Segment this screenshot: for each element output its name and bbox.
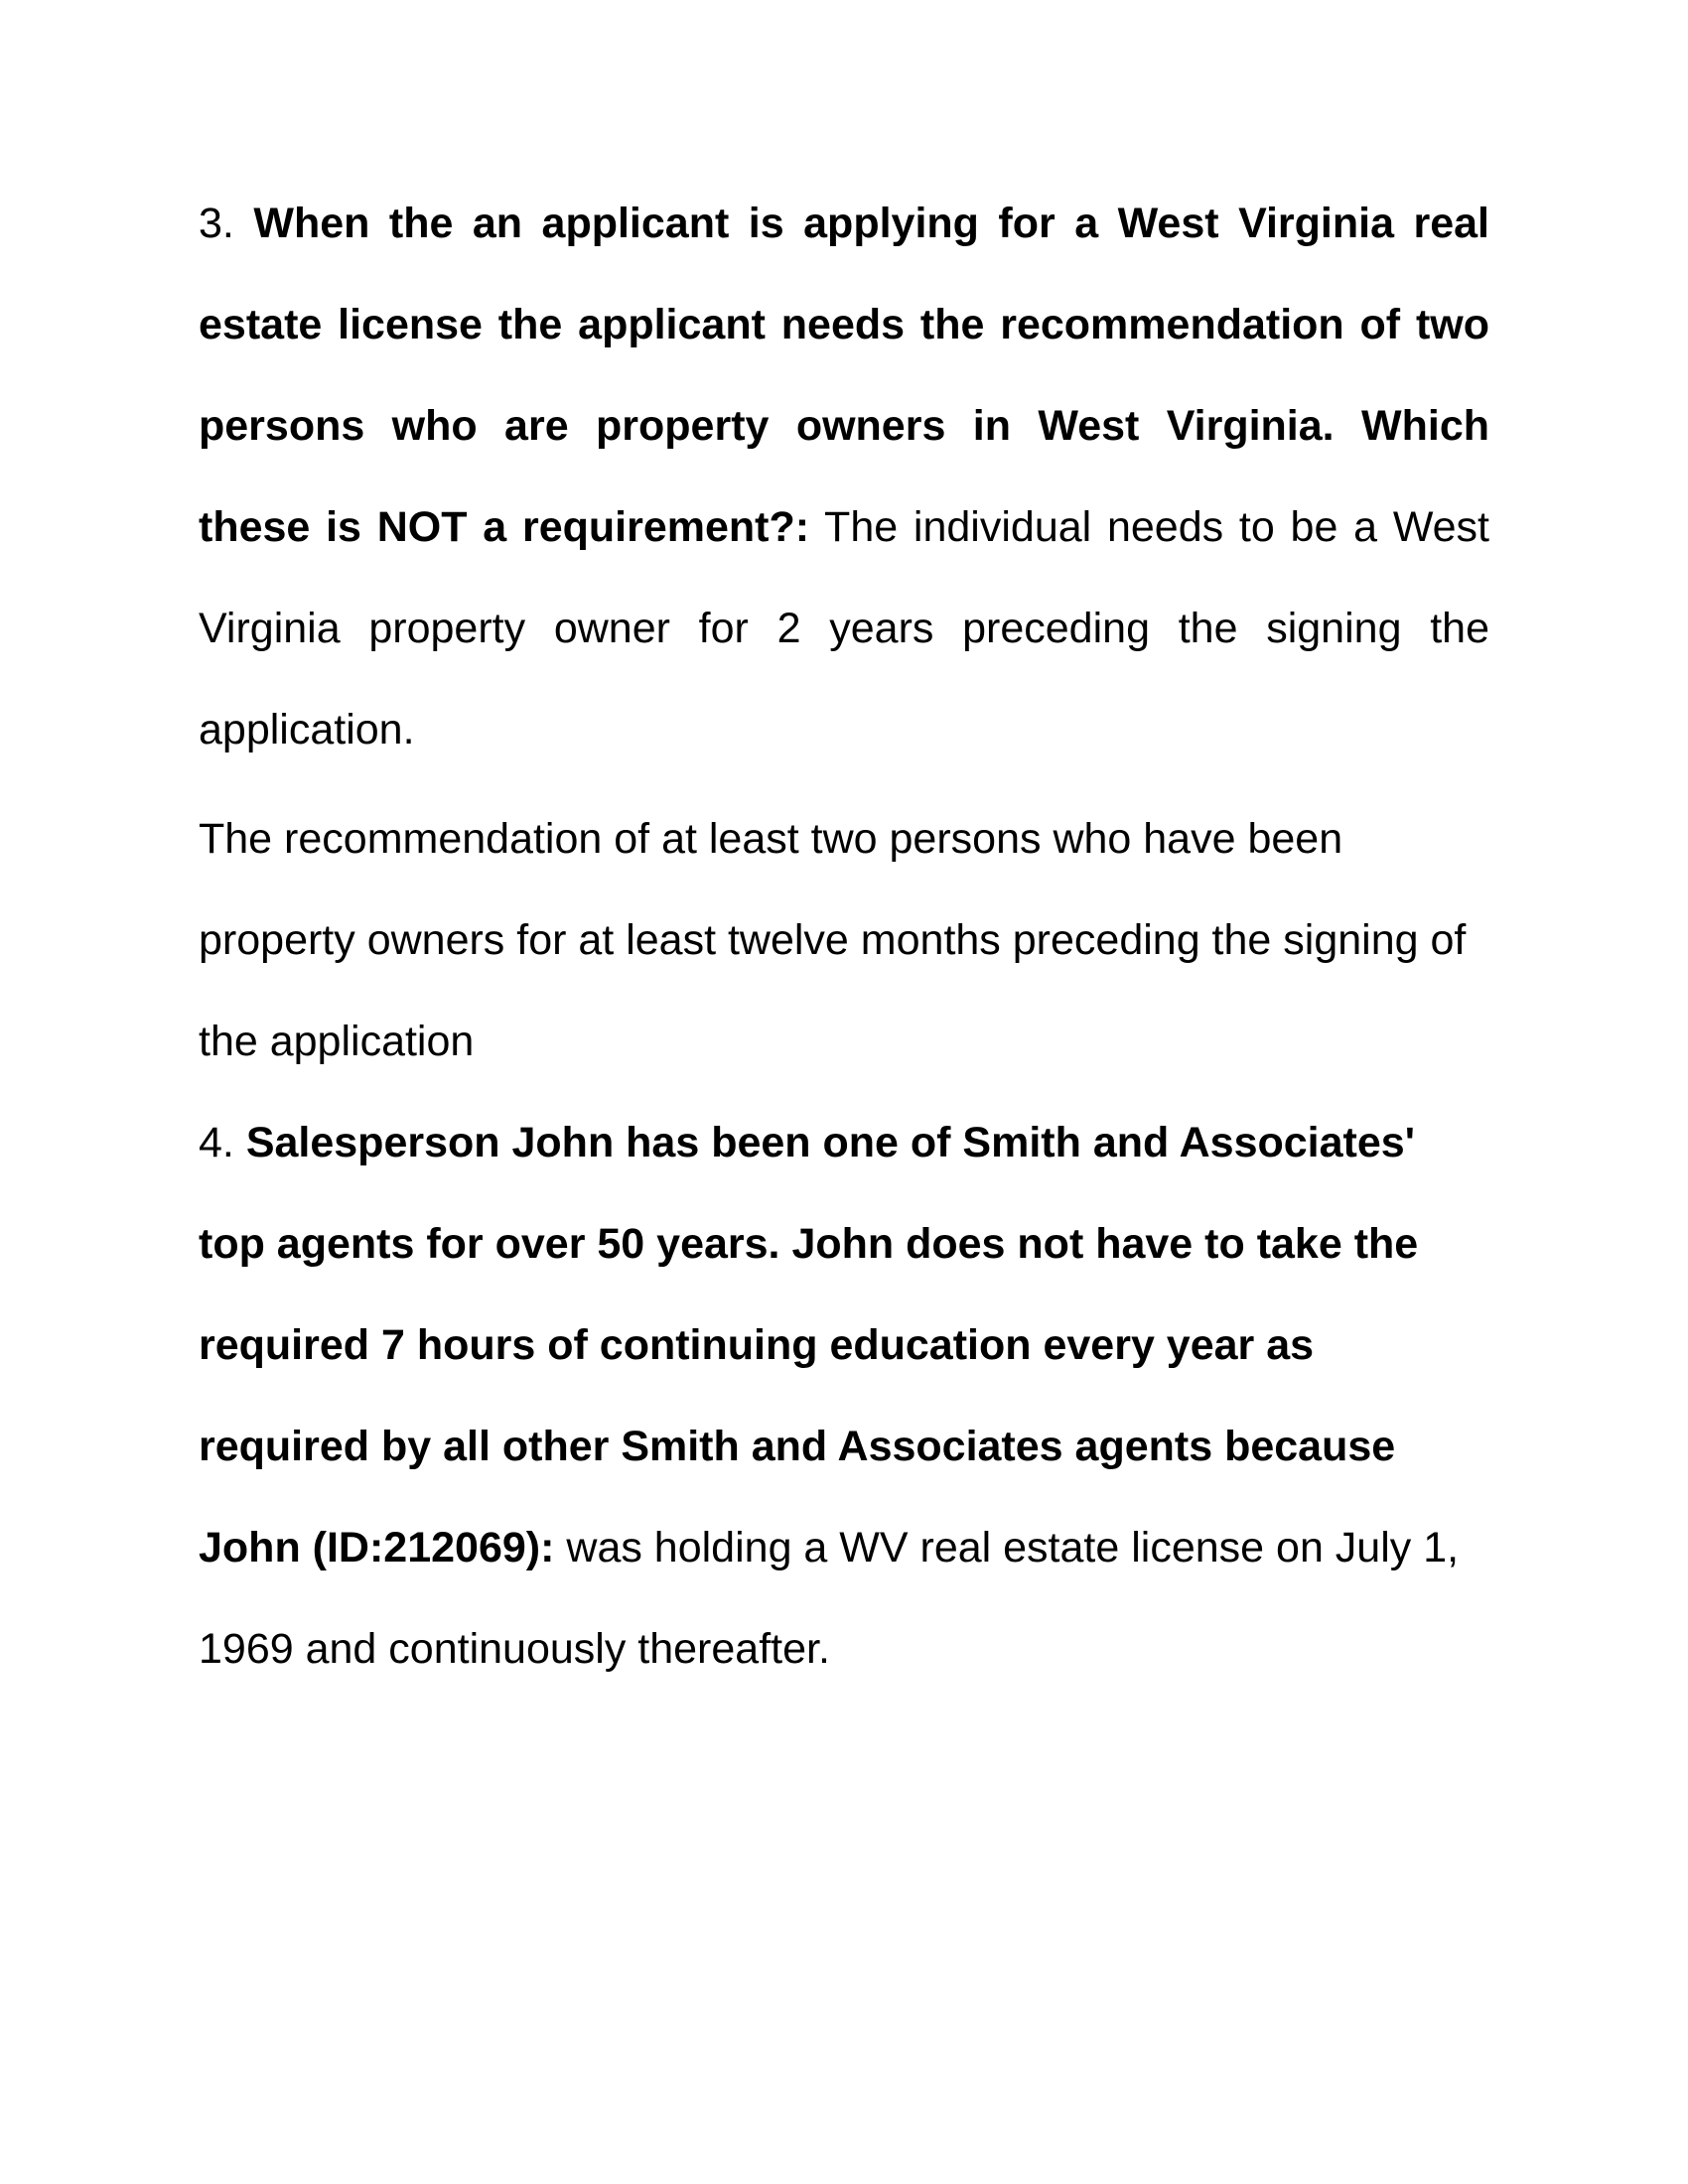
question-4-answer: was holding a WV real estate license on July 1, 1969 and continuously thereafter. — [199, 1524, 1460, 1673]
question-4 — [199, 1092, 1489, 1700]
question-3-note: The recommendation of at least two persons who have been property owners for at least twelve months preceding the signing of the application — [199, 815, 1467, 1065]
document-page — [199, 0, 1489, 2184]
question-3 — [199, 173, 1489, 780]
question-4-number: 4. — [199, 1119, 246, 1166]
question-3-text: When the an applicant is applying for a West Virginia real estate license the applicant needs the recommendation of two persons who are property owners in West Virginia. Which these is NOT a requirement?: — [199, 200, 1489, 551]
question-3-number: 3. — [199, 200, 254, 247]
question-4-text: Salesperson John has been one of Smith and Associates' top agents for over 50 years. John does not have to take the required 7 hours of continuing education every year as required by all other Smith and Associates agents because John (ID:212069): — [199, 1119, 1419, 1571]
question-3-answer: The individual needs to be a West Virginia property owner for 2 years preceding the signing the application. — [199, 503, 1489, 753]
